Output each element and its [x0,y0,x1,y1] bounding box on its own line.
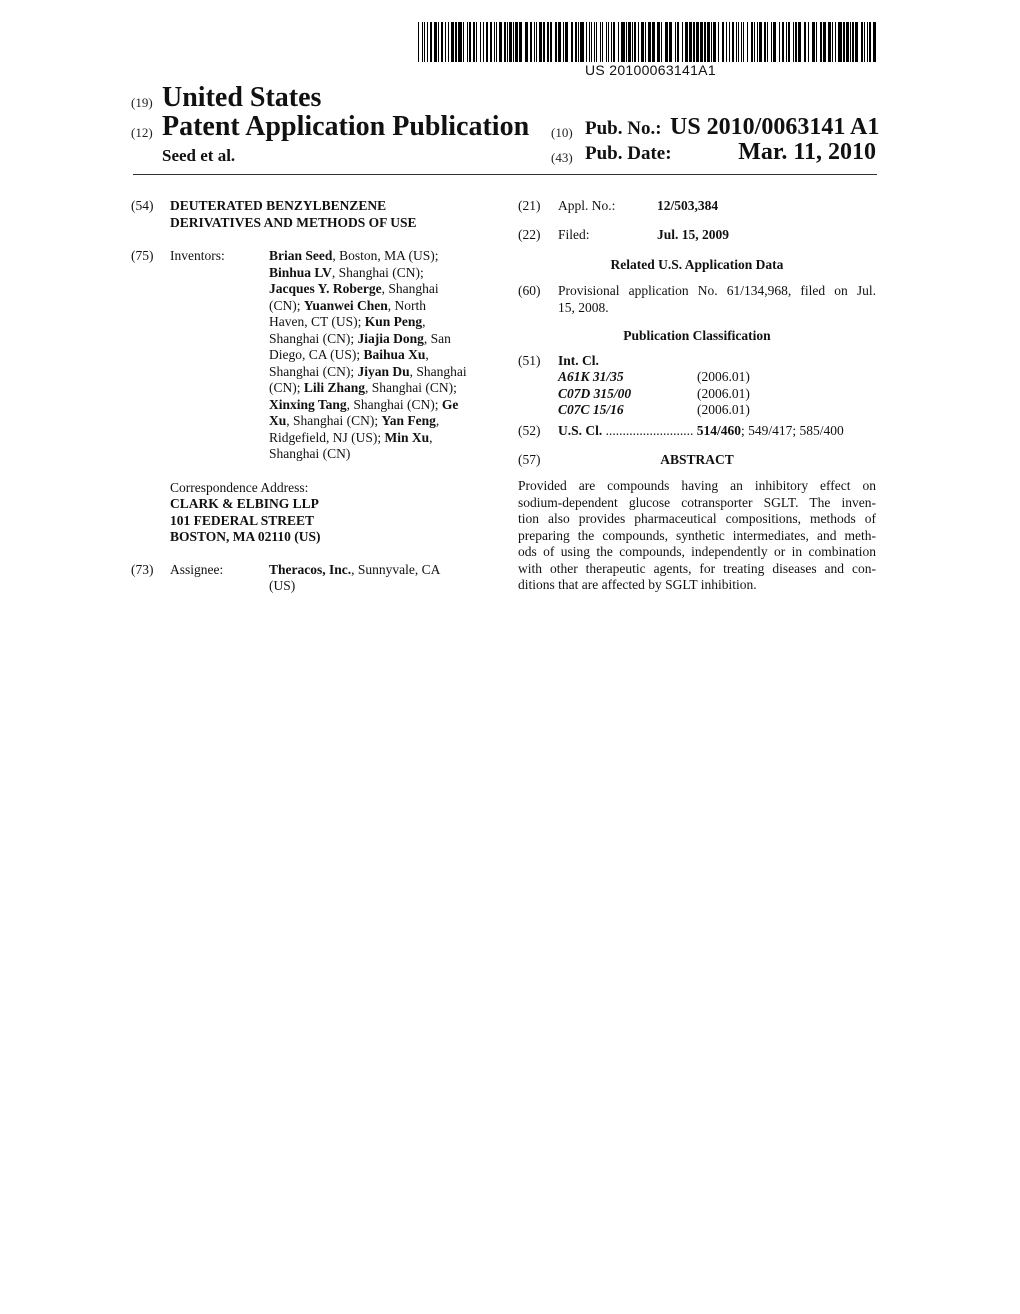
barcode-bar [782,22,784,62]
barcode-bar [669,22,672,62]
title-code: (54) [131,198,154,213]
inventor-location: , Shanghai (CN); [365,380,457,395]
barcode-number: US 20100063141A1 [585,62,716,78]
barcode-bar [600,22,601,62]
barcode-bar [534,22,535,62]
barcode-bar [494,22,495,62]
barcode-bar [754,22,755,62]
barcode-bar [483,22,484,62]
intcl-class: C07D 315/00 [558,385,632,401]
barcode-bar [832,22,833,62]
barcode-bar [793,22,794,62]
barcode-bar [645,22,646,62]
barcode-bar [788,22,790,62]
barcode-bar [732,22,734,62]
intcl-version: (2006.01) [697,402,750,417]
abstract-line: Provided are compounds having an inhibitory effect on [518,478,876,493]
inventor-location: , Shanghai [409,363,467,379]
intcl-row [558,402,750,419]
barcode-bar [689,22,692,62]
uscl-code: (52) [518,423,541,438]
barcode-bar [467,22,468,62]
inventors-code: (75) [131,248,154,263]
barcode-bar [602,22,603,62]
barcode-bar [759,22,762,62]
barcode-bar [515,22,517,62]
barcode-bar [751,22,753,62]
barcode-bar [463,22,464,62]
uscl-label: U.S. Cl. [558,423,603,438]
barcode-bar [486,22,488,62]
barcode-bar [547,22,549,62]
intcl-list [558,369,750,419]
barcode-bar [846,22,848,62]
barcode-bar [586,22,587,62]
filed-code: (22) [518,227,541,242]
inventor-location: Haven, CT (US); [269,314,365,329]
barcode-bar [696,22,699,62]
barcode-bar [424,22,425,62]
appl-label: Appl. No.: [558,198,616,213]
inventor-location: , Shanghai (CN); [286,413,382,428]
inventor-name: Lili Zhang [303,380,366,395]
barcode-bar [430,22,432,62]
abstract-line: tion also provides pharmaceutical compositions, methods of [518,511,876,526]
barcode-bar [496,22,497,62]
barcode-bar [596,22,597,62]
intcl-class: C07C 15/16 [558,402,624,417]
inventors-label: Inventors: [170,248,225,263]
inventor-line [269,331,467,348]
barcode-bar [578,22,579,62]
pubclass-heading: Publication Classification [623,328,771,343]
barcode-bar [747,22,748,62]
barcode-bar [764,22,766,62]
abstract-line: sodium-dependent glucose cotransporter SGLT. The inven- [518,494,876,510]
title [170,198,417,231]
barcode-bar [448,22,449,62]
barcode-bar [711,22,712,62]
barcode-bar [536,22,537,62]
pub-no: US 2010/0063141 A1 [670,114,880,140]
title-line: DERIVATIVES AND METHODS OF USE [170,214,417,230]
barcode-bar [473,22,475,62]
inventor-line [269,314,467,331]
header-rule [133,174,877,175]
inventor-name: Yuanwei Chen [303,297,388,313]
publication-type: Patent Application Publication [162,111,530,142]
barcode-bar [469,22,471,62]
barcode [418,22,876,62]
barcode-bar [589,22,590,62]
inventor-name: Jacques Y. Roberge [269,281,382,296]
barcode-bar [611,22,612,62]
inventor-name: Ge [441,396,459,412]
inventor-name: Yan Feng [381,413,436,428]
barcode-bar [571,22,573,62]
barcode-bar [812,22,815,62]
inventor-name: Jiajia Dong [357,330,424,346]
inventor-location: , Shanghai (CN); [346,396,442,412]
barcode-bar [675,22,676,62]
barcode-bar [757,22,758,62]
barcode-bar [820,22,822,62]
uscl-main: 514/460 [696,423,742,438]
abstract-text [518,478,876,594]
inventor-line [269,298,467,315]
barcode-bar [729,22,730,62]
barcode-bar [628,22,630,62]
barcode-bar [563,22,564,62]
barcode-bar [704,22,706,62]
barcode-bar [441,22,443,62]
abstract-line: ods of using the compounds, independently or in combination [518,544,876,559]
barcode-bar [700,22,702,62]
inventor-line [269,281,467,298]
barcode-bar [632,22,633,62]
barcode-bar [823,22,826,62]
appl-code: (21) [518,198,541,213]
barcode-bar [786,22,787,62]
assignee-label: Assignee: [170,562,224,577]
appl-no: 12/503,384 [657,198,719,213]
barcode-bar [798,22,801,62]
inventor-line [269,430,467,447]
intcl-row [558,369,750,386]
uscl [558,423,876,440]
intcl-code: (51) [518,353,541,368]
barcode-bar [445,22,446,62]
inventor-line [269,364,467,381]
barcode-bar [434,22,437,62]
barcode-bar [816,22,817,62]
assignee-name: Theracos, Inc. [269,562,352,577]
title-line: DEUTERATED BENZYLBENZENE [170,198,387,213]
inventor-location: , [429,429,433,445]
barcode-bar [779,22,780,62]
inventor-location: , [435,413,440,428]
intcl-row [558,385,750,403]
barcode-bar [835,22,836,62]
barcode-bar [869,22,871,62]
barcode-bar [685,22,687,62]
correspondence-label: Correspondence Address: [170,480,309,495]
barcode-bar [873,22,876,62]
barcode-bar [804,22,806,62]
barcode-bar [509,22,511,62]
inventor-line [269,413,467,430]
barcode-bar [665,22,668,62]
code-12: (12) [131,125,153,140]
country-title: United States [162,82,322,113]
barcode-bar [543,22,545,62]
barcode-bar [594,22,595,62]
inventor-location: , Shanghai (CN); [331,264,424,280]
barcode-bar [499,22,502,62]
inventor-name: Xu [269,413,287,428]
barcode-bar [855,22,858,62]
inventor-location: , Boston, MA (US); [332,248,439,263]
assignee-location: , Sunnyvale, CA [351,562,441,577]
inventor-location: Shanghai (CN) [269,446,351,461]
barcode-bar [555,22,557,62]
inventor-line [269,397,467,414]
inventor-location: Shanghai (CN); [269,330,358,346]
barcode-bar [767,22,768,62]
inventor-location: Ridgefield, NJ (US); [269,429,385,445]
barcode-bar [741,22,742,62]
barcode-bar [451,22,453,62]
barcode-bar [771,22,772,62]
barcode-bar [828,22,831,62]
barcode-bar [525,22,528,62]
inventor-line [269,347,467,364]
barcode-bar [618,22,619,62]
prov-code: (60) [518,283,541,298]
barcode-bar [608,22,609,62]
barcode-bar [519,22,522,62]
inventor-location: , North [387,297,427,313]
inventor-line [269,248,467,265]
pub-no-label: Pub. No.: [585,118,662,139]
code-10: (10) [551,125,573,140]
barcode-bar [852,22,853,62]
barcode-bar [638,22,639,62]
prov-line: 15, 2008. [558,299,609,315]
abstract-heading: ABSTRACT [660,452,734,467]
barcode-bar [550,22,552,62]
barcode-bar [504,22,505,62]
barcode-bar [438,22,439,62]
barcode-bar [808,22,809,62]
abstract-line: ditions that are affected by SGLT inhibition. [518,577,757,592]
abstract-line: preparing the compounds, synthetic intermediates, and meth- [518,527,876,543]
uscl-rest: ; 549/417; 585/400 [741,423,844,438]
inventor-location: Diego, CA (US); [269,347,364,362]
intcl-class: A61K 31/35 [558,369,624,384]
inventor-line [269,265,467,282]
filed-date: Jul. 15, 2009 [657,227,730,242]
inventor-line [269,380,467,397]
barcode-bar [634,22,635,62]
uscl-dots: .......................... [605,423,694,438]
barcode-bar [565,22,568,62]
barcode-bar [418,22,419,62]
assignee-country: (US) [269,578,296,593]
barcode-bar [558,22,561,62]
inventor-name: Baihua Xu [363,347,426,362]
inventor-location: (CN); [269,297,304,313]
barcode-bar [458,22,461,62]
barcode-bar [575,22,576,62]
barcode-bar [480,22,481,62]
correspondence-address [170,496,321,546]
barcode-bar [455,22,457,62]
inventors-list [269,248,467,463]
barcode-bar [490,22,492,62]
inventor-location: , Shanghai [381,281,439,296]
inventor-name: Kun Peng [364,314,423,329]
address-line: BOSTON, MA 02110 (US) [170,529,321,544]
barcode-bar [606,22,607,62]
inventor-name: Binhua LV [269,264,332,280]
barcode-bar [693,22,694,62]
inventor-name: Min Xu [384,429,430,445]
inventor-name: Xinxing Tang [269,396,347,412]
abstract-line: with other therapeutic agents, for treating diseases and con- [518,560,876,576]
barcode-bar [621,22,624,62]
inventor-short: Seed et al. [162,146,236,165]
barcode-bar [726,22,727,62]
barcode-bar [843,22,845,62]
intcl-version: (2006.01) [697,385,750,401]
barcode-bar [613,22,615,62]
barcode-bar [530,22,532,62]
inventor-line [269,446,467,463]
barcode-bar [736,22,737,62]
barcode-bar [507,22,508,62]
pub-date-label: Pub. Date: [585,143,672,164]
barcode-bar [626,22,627,62]
inventor-name: Jiyan Du [357,363,410,379]
barcode-bar [648,22,651,62]
code-19: (19) [131,95,153,110]
barcode-bar [838,22,841,62]
barcode-bar [580,22,583,62]
address-line: 101 FEDERAL STREET [170,512,315,528]
barcode-bar [682,22,683,62]
barcode-bar [707,22,709,62]
related-heading: Related U.S. Application Data [610,257,784,272]
assignee-code: (73) [131,562,154,577]
inventor-location: Shanghai (CN); [269,363,358,379]
inventor-name: Brian Seed [269,248,333,263]
inventor-location: , San [423,330,451,346]
barcode-bar [713,22,715,62]
barcode-bar [427,22,428,62]
inventor-location: , [422,314,426,329]
barcode-bar [722,22,724,62]
barcode-bar [773,22,776,62]
barcode-bar [591,22,592,62]
barcode-bar [641,22,644,62]
barcode-bar [652,22,655,62]
barcode-bar [422,22,423,62]
inventor-location: (CN); [269,380,304,395]
barcode-bar [513,22,514,62]
barcode-bar [718,22,719,62]
intcl-label: Int. Cl. [558,353,599,368]
barcode-bar [861,22,863,62]
inventor-location: , [425,347,429,362]
code-43: (43) [551,150,573,165]
assignee [269,562,440,579]
filed-label: Filed: [558,227,590,242]
provisional-application [558,283,876,316]
pub-date: Mar. 11, 2010 [738,139,876,165]
barcode-bar [738,22,739,62]
barcode-bar [850,22,851,62]
barcode-bar [743,22,744,62]
abstract-code: (57) [518,452,541,467]
intcl-version: (2006.01) [697,369,750,384]
barcode-bar [657,22,660,62]
barcode-bar [795,22,796,62]
barcode-bar [867,22,868,62]
barcode-bar [677,22,679,62]
barcode-bar [539,22,542,62]
barcode-bar [864,22,865,62]
barcode-bar [476,22,477,62]
barcode-bar [661,22,662,62]
prov-line: Provisional application No. 61/134,968, filed on Jul. [558,283,876,298]
address-line: CLARK & ELBING LLP [170,496,319,511]
